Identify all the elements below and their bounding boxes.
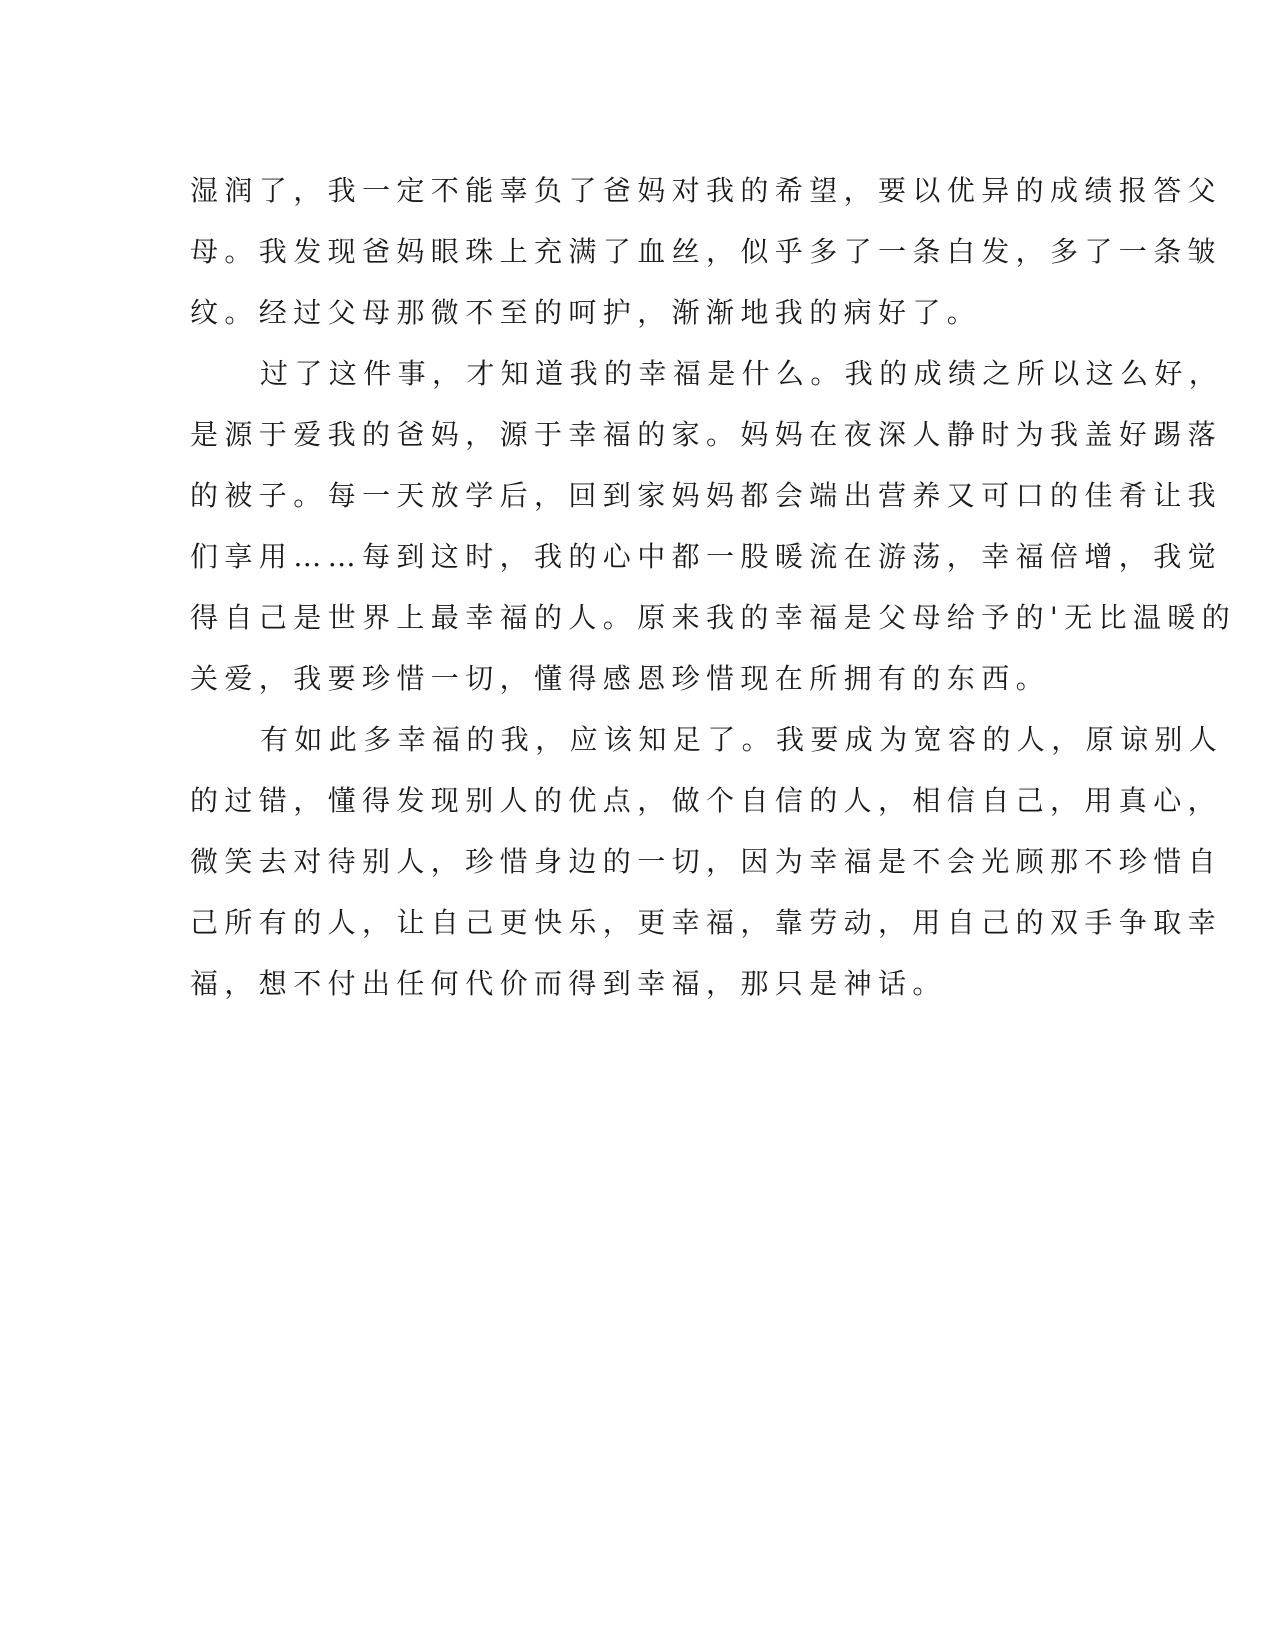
text-line: 过了这件事，才知道我的幸福是什么。我的成绩之所以这么好， bbox=[260, 357, 1224, 390]
paragraph-3 bbox=[190, 709, 1224, 1014]
text-line: 纹。经过父母那微不至的呵护，渐渐地我的病好了。 bbox=[190, 296, 982, 329]
text-line: 己所有的人，让自己更快乐，更幸福，靠劳动，用自己的双手争取幸 bbox=[190, 906, 1223, 939]
text-line: 福，想不付出任何代价而得到幸福，那只是神话。 bbox=[190, 967, 947, 1000]
text-line: 微笑去对待别人，珍惜身边的一切，因为幸福是不会光顾那不珍惜自 bbox=[190, 845, 1223, 878]
document-body bbox=[190, 160, 1237, 1014]
text-line: 有如此多幸福的我，应该知足了。我要成为宽容的人，原谅别人 bbox=[260, 723, 1224, 756]
text-line: 得自己是世界上最幸福的人。原来我的幸福是父母给予的'无比温暖的 bbox=[190, 601, 1237, 634]
text-line: 是源于爱我的爸妈，源于幸福的家。妈妈在夜深人静时为我盖好踢落 bbox=[190, 418, 1223, 451]
text-line: 们享用……每到这时，我的心中都一股暖流在游荡，幸福倍增，我觉 bbox=[190, 540, 1223, 573]
paragraph-1 bbox=[190, 160, 1223, 343]
text-line: 的过错，懂得发现别人的优点，做个自信的人，相信自己，用真心， bbox=[190, 784, 1223, 817]
text-line: 的被子。每一天放学后，回到家妈妈都会端出营养又可口的佳肴让我 bbox=[190, 479, 1223, 512]
text-line: 母。我发现爸妈眼珠上充满了血丝，似乎多了一条白发，多了一条皱 bbox=[190, 235, 1223, 268]
text-line: 关爱，我要珍惜一切，懂得感恩珍惜现在所拥有的东西。 bbox=[190, 662, 1051, 695]
text-line: 湿润了，我一定不能辜负了爸妈对我的希望，要以优异的成绩报答父 bbox=[190, 174, 1223, 207]
paragraph-2 bbox=[190, 343, 1237, 709]
